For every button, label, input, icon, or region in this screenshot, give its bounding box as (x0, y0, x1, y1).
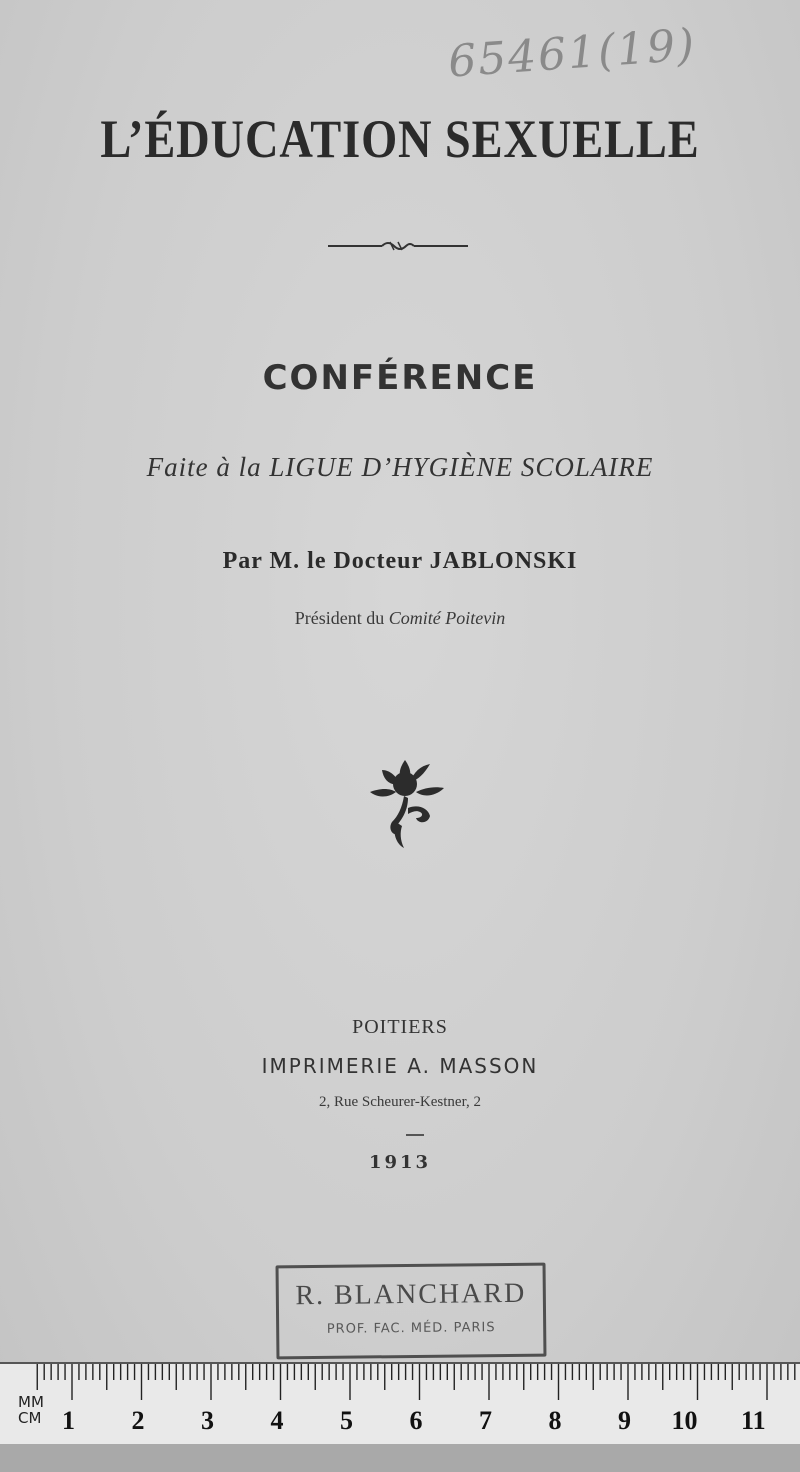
ruler-ticks (0, 1364, 800, 1404)
ruler-number: 10 (671, 1406, 698, 1435)
ruler-number: 9 (618, 1406, 631, 1435)
ruler-number: 11 (741, 1406, 766, 1435)
ruler-unit-mm: MM (18, 1393, 44, 1411)
conference-heading: CONFÉRENCE (262, 358, 538, 398)
stamp-name: R. BLANCHARD (295, 1277, 527, 1312)
imprint-city: POITIERS (352, 1016, 448, 1038)
imprint-printer: IMPRIMERIE A. MASSON (261, 1054, 539, 1078)
imprint-year: 1913 (368, 1152, 432, 1173)
ruler-number: 8 (548, 1406, 562, 1435)
ruler-number: 3 (201, 1406, 214, 1435)
author-role-prefix: Président du (294, 608, 385, 628)
library-stamp (276, 1263, 547, 1360)
author-role (0, 608, 800, 629)
measuring-ruler (0, 1362, 800, 1446)
ruler-units (18, 1394, 44, 1426)
flower-fleuron-icon (362, 752, 452, 852)
author-role-organization: Comité Poitevin (388, 608, 506, 628)
book-title: L’ÉDUCATION SEXUELLE (100, 109, 700, 169)
scan-edge (0, 1444, 800, 1472)
ornamental-rule (328, 236, 468, 256)
separator-dash (406, 1134, 424, 1136)
author-line: Par M. le Docteur JABLONSKI (222, 548, 578, 574)
ruler-number: 7 (479, 1406, 492, 1435)
imprint-address: 2, Rue Scheurer-Kestner, 2 (319, 1094, 481, 1110)
stamp-subtitle: PROF. FAC. MÉD. PARIS (326, 1320, 496, 1337)
ruler-number: 6 (409, 1406, 423, 1435)
handwritten-shelfmark: 65461(19) (446, 19, 698, 88)
ruler-number: 5 (340, 1406, 353, 1435)
ruler-number: 4 (270, 1406, 284, 1435)
ruler-number: 2 (131, 1406, 145, 1435)
ruler-unit-cm: CM (18, 1409, 42, 1427)
conference-subtitle: Faite à la LIGUE D’HYGIÈNE SCOLAIRE (146, 452, 654, 482)
ruler-number: 1 (62, 1406, 75, 1435)
